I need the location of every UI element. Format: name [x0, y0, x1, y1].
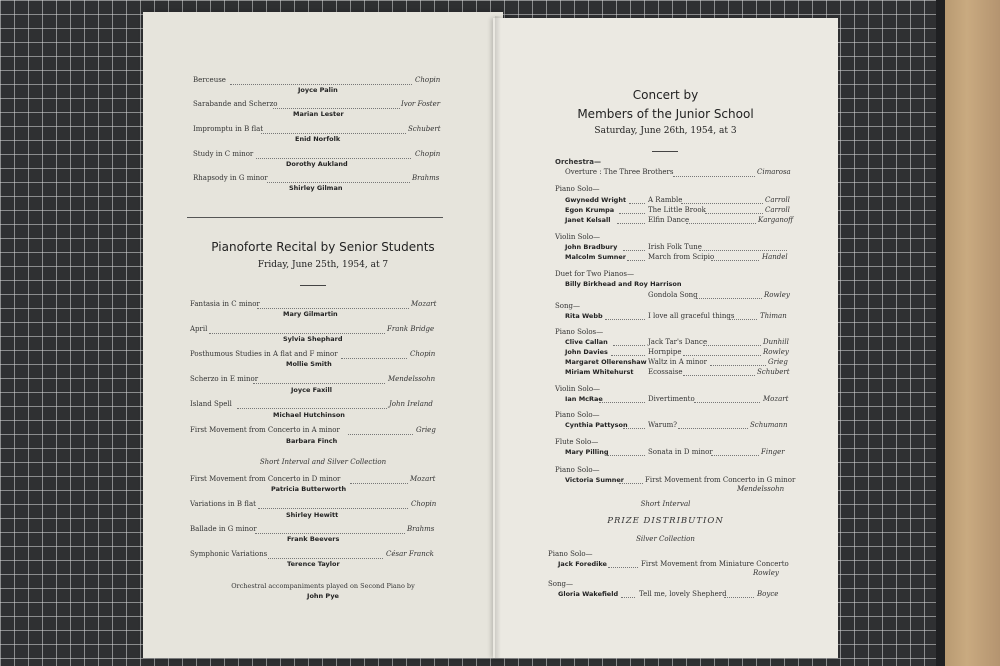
- composer: Dunhill: [763, 338, 789, 346]
- piece-title: Island Spell: [190, 400, 232, 408]
- composer: Carroll: [765, 196, 790, 204]
- composer: Ivor Foster: [401, 100, 441, 108]
- section-label: Song—: [555, 302, 580, 310]
- right-page: [493, 18, 838, 658]
- leader-dots: [699, 250, 787, 251]
- section-label: Song—: [548, 580, 573, 588]
- performer: John Bradbury: [565, 243, 618, 251]
- performer: Frank Beevers: [287, 535, 340, 543]
- leader-dots: [683, 355, 761, 356]
- piece-title: Divertimento: [648, 395, 695, 403]
- section-label: Flute Solo—: [555, 438, 599, 446]
- page-fold-shadow: [495, 16, 501, 658]
- piece-title: Scherzo in E minor: [190, 375, 259, 383]
- composer: Karganoff: [758, 216, 794, 224]
- piece-title: Posthumous Studies in A flat and F minor: [190, 350, 338, 358]
- leader-dots: [613, 345, 645, 346]
- performer: Clive Callan: [565, 338, 608, 346]
- accompaniment-note: Orchestral accompaniments played on Second Piano by: [231, 582, 415, 590]
- performer: Margaret Ollerenshaw: [565, 358, 647, 366]
- leader-dots: [678, 428, 748, 429]
- recital-date: Friday, June 25th, 1954, at 7: [257, 260, 389, 270]
- leader-dots: [230, 84, 412, 85]
- performer: Mollie Smith: [286, 360, 332, 368]
- leader-dots: [619, 213, 645, 214]
- leader-dots: [348, 434, 413, 435]
- section-label: Piano Solo—: [555, 185, 600, 193]
- leader-dots: [617, 223, 645, 224]
- composer: Mozart: [410, 475, 436, 483]
- performer: Terence Taylor: [287, 560, 340, 568]
- section-divider: [187, 217, 443, 218]
- composer: Finger: [761, 448, 785, 456]
- section-label: Orchestra—: [555, 158, 601, 166]
- performer: Joyce Palin: [298, 86, 338, 94]
- performer: Janet Kelsall: [565, 216, 611, 224]
- silver-collection: Silver Collection: [636, 535, 695, 543]
- performer: Miriam Whitehurst: [565, 368, 634, 376]
- piece-title: Tell me, lovely Shepherd: [639, 590, 727, 598]
- piece-title: Study in C minor: [193, 150, 254, 158]
- composer: Chopin: [415, 150, 441, 158]
- concert-title-line2: Members of the Junior School: [577, 107, 754, 121]
- leader-dots: [209, 333, 385, 334]
- short-divider: [652, 151, 678, 152]
- performer: Billy Birkhead and Roy Harrison: [565, 280, 682, 288]
- performer: Marian Lester: [293, 110, 344, 118]
- composer: Chopin: [410, 350, 436, 358]
- section-label: Piano Solos—: [555, 328, 604, 336]
- short-divider: [300, 285, 326, 286]
- composer: Mozart: [411, 300, 437, 308]
- interval-note: Short Interval and Silver Collection: [259, 458, 387, 466]
- section-label: Piano Solo—: [555, 466, 600, 474]
- composer: Brahms: [412, 174, 440, 182]
- leader-dots: [268, 558, 383, 559]
- piece-title: Irish Folk Tune: [648, 243, 702, 251]
- leader-dots: [267, 182, 410, 183]
- leader-dots: [273, 108, 400, 109]
- leader-dots: [683, 375, 755, 376]
- composer: Mendelssohn: [737, 485, 785, 493]
- piece-title: Ballade in G minor: [190, 525, 257, 533]
- performer: Joyce Faxill: [291, 386, 332, 394]
- performer: Egon Krumpa: [565, 206, 615, 214]
- piece-title: Sonata in D minor: [648, 448, 713, 456]
- composer: Schubert: [408, 125, 441, 133]
- composer: Grieg: [416, 426, 436, 434]
- leader-dots: [608, 567, 638, 568]
- composer: César Franck: [386, 550, 434, 558]
- section-label: Duet for Two Pianos—: [555, 270, 634, 278]
- composer: Carroll: [765, 206, 790, 214]
- performer: Cynthia Pattyson: [565, 421, 628, 429]
- section-label: Violin Solo—: [555, 233, 601, 241]
- leader-dots: [629, 203, 645, 204]
- section-label: Piano Solo—: [555, 411, 600, 419]
- piece-title: Jack Tar's Dance: [648, 338, 708, 346]
- concert-date: Saturday, June 26th, 1954, at 3: [594, 126, 737, 136]
- leader-dots: [729, 319, 757, 320]
- composer: Mendelssohn: [388, 375, 436, 383]
- piece-title: March from Scipio: [648, 253, 715, 261]
- composer: Schubert: [757, 368, 790, 376]
- leader-dots: [350, 483, 408, 484]
- recital-title: Pianoforte Recital by Senior Students: [211, 240, 435, 254]
- performer: Gwynedd Wright: [565, 196, 627, 204]
- piece-title: Elfin Dance: [648, 216, 690, 224]
- performer: Shirley Hewitt: [286, 511, 339, 519]
- leader-dots: [724, 597, 754, 598]
- piece-title: First Movement from Concerto in G minor: [645, 476, 796, 484]
- performer: Sylvia Shephard: [283, 335, 343, 343]
- leader-dots: [711, 455, 759, 456]
- leader-dots: [694, 402, 760, 403]
- piece-title: First Movement from Miniature Concerto: [641, 560, 789, 568]
- leader-dots: [710, 365, 766, 366]
- composer: Frank Bridge: [387, 325, 435, 333]
- leader-dots: [681, 203, 763, 204]
- wooden-table-edge: [945, 0, 1000, 666]
- performer: Barbara Finch: [286, 437, 338, 445]
- section-label: Piano Solo—: [548, 550, 593, 558]
- composer: Brahms: [407, 525, 435, 533]
- piece-title: Overture : The Three Brothers: [565, 168, 674, 176]
- leader-dots: [611, 355, 645, 356]
- leader-dots: [627, 260, 645, 261]
- piece-title: Warum?: [648, 421, 678, 429]
- performer: Dorothy Aukland: [286, 160, 348, 168]
- piece-title: Ecossaise: [648, 368, 683, 376]
- performer: Jack Foredike: [558, 560, 607, 568]
- performer: Shirley Gilman: [289, 184, 343, 192]
- piece-title: Symphonic Variations: [190, 550, 268, 558]
- leader-dots: [257, 308, 409, 309]
- composer: Cimarosa: [757, 168, 791, 176]
- piece-title: Gondola Song: [648, 291, 698, 299]
- leader-dots: [255, 533, 405, 534]
- piece-title: Hornpipe: [648, 348, 682, 356]
- piece-title: Variations in B flat: [190, 500, 256, 508]
- composer: Rowley: [764, 291, 790, 299]
- performer: Michael Hutchinson: [273, 411, 345, 419]
- leader-dots: [261, 133, 406, 134]
- leader-dots: [607, 455, 645, 456]
- composer: Mozart: [763, 395, 789, 403]
- leader-dots: [623, 428, 645, 429]
- leader-dots: [623, 250, 645, 251]
- piece-title: Fantasia in C minor: [190, 300, 260, 308]
- piece-title: I love all graceful things: [648, 312, 735, 320]
- performer: Patricia Butterworth: [271, 485, 347, 493]
- piece-title: April: [190, 325, 208, 333]
- accompanist: John Pye: [307, 592, 339, 600]
- composer: Boyce: [757, 590, 779, 598]
- performer: Gloria Wakefield: [558, 590, 619, 598]
- performer: Malcolm Sumner: [565, 253, 626, 261]
- composer: Schumann: [750, 421, 788, 429]
- performer: Victoria Sumner: [565, 476, 624, 484]
- leader-dots: [673, 176, 755, 177]
- piece-title: Sarabande and Scherzo: [193, 100, 278, 108]
- section-label: Violin Solo—: [555, 385, 601, 393]
- piece-title: Impromptu in B flat: [193, 125, 264, 133]
- left-page: [143, 12, 503, 658]
- performer: Rita Webb: [565, 312, 603, 320]
- leader-dots: [341, 358, 407, 359]
- performer: Enid Norfolk: [295, 135, 341, 143]
- leader-dots: [686, 223, 756, 224]
- performer: Ian McRae: [565, 395, 603, 403]
- leader-dots: [237, 408, 387, 409]
- performer: John Davies: [565, 348, 608, 356]
- piece-title: Rhapsody in G minor: [193, 174, 268, 182]
- composer: Rowley: [753, 569, 779, 577]
- concert-title-line1: Concert by: [632, 88, 699, 102]
- piece-title: The Little Brook: [648, 206, 706, 214]
- short-interval: Short Interval: [640, 500, 691, 508]
- leader-dots: [696, 298, 762, 299]
- composer: Thiman: [760, 312, 787, 320]
- performer: Mary Pilling: [565, 448, 609, 456]
- composer: Grieg: [768, 358, 788, 366]
- leader-dots: [258, 508, 408, 509]
- composer: Rowley: [763, 348, 789, 356]
- leader-dots: [621, 597, 635, 598]
- piece-title: First Movement from Concerto in A minor: [190, 426, 340, 434]
- prize-distribution: PRIZE DISTRIBUTION: [607, 516, 724, 526]
- leader-dots: [256, 158, 411, 159]
- piece-title: A Ramble: [648, 196, 683, 204]
- mat-edge: [936, 0, 945, 666]
- composer: Chopin: [415, 76, 441, 84]
- composer: Handel: [762, 253, 788, 261]
- leader-dots: [619, 483, 643, 484]
- piece-title: First Movement from Concerto in D minor: [190, 475, 341, 483]
- leader-dots: [711, 260, 759, 261]
- leader-dots: [253, 383, 385, 384]
- composer: John Ireland: [389, 400, 433, 408]
- leader-dots: [605, 319, 645, 320]
- piece-title: Waltz in A minor: [648, 358, 707, 366]
- leader-dots: [703, 345, 761, 346]
- composer: Chopin: [411, 500, 437, 508]
- piece-title: Berceuse: [193, 76, 226, 84]
- leader-dots: [705, 213, 763, 214]
- performer: Mary Gilmartin: [283, 310, 338, 318]
- leader-dots: [599, 402, 645, 403]
